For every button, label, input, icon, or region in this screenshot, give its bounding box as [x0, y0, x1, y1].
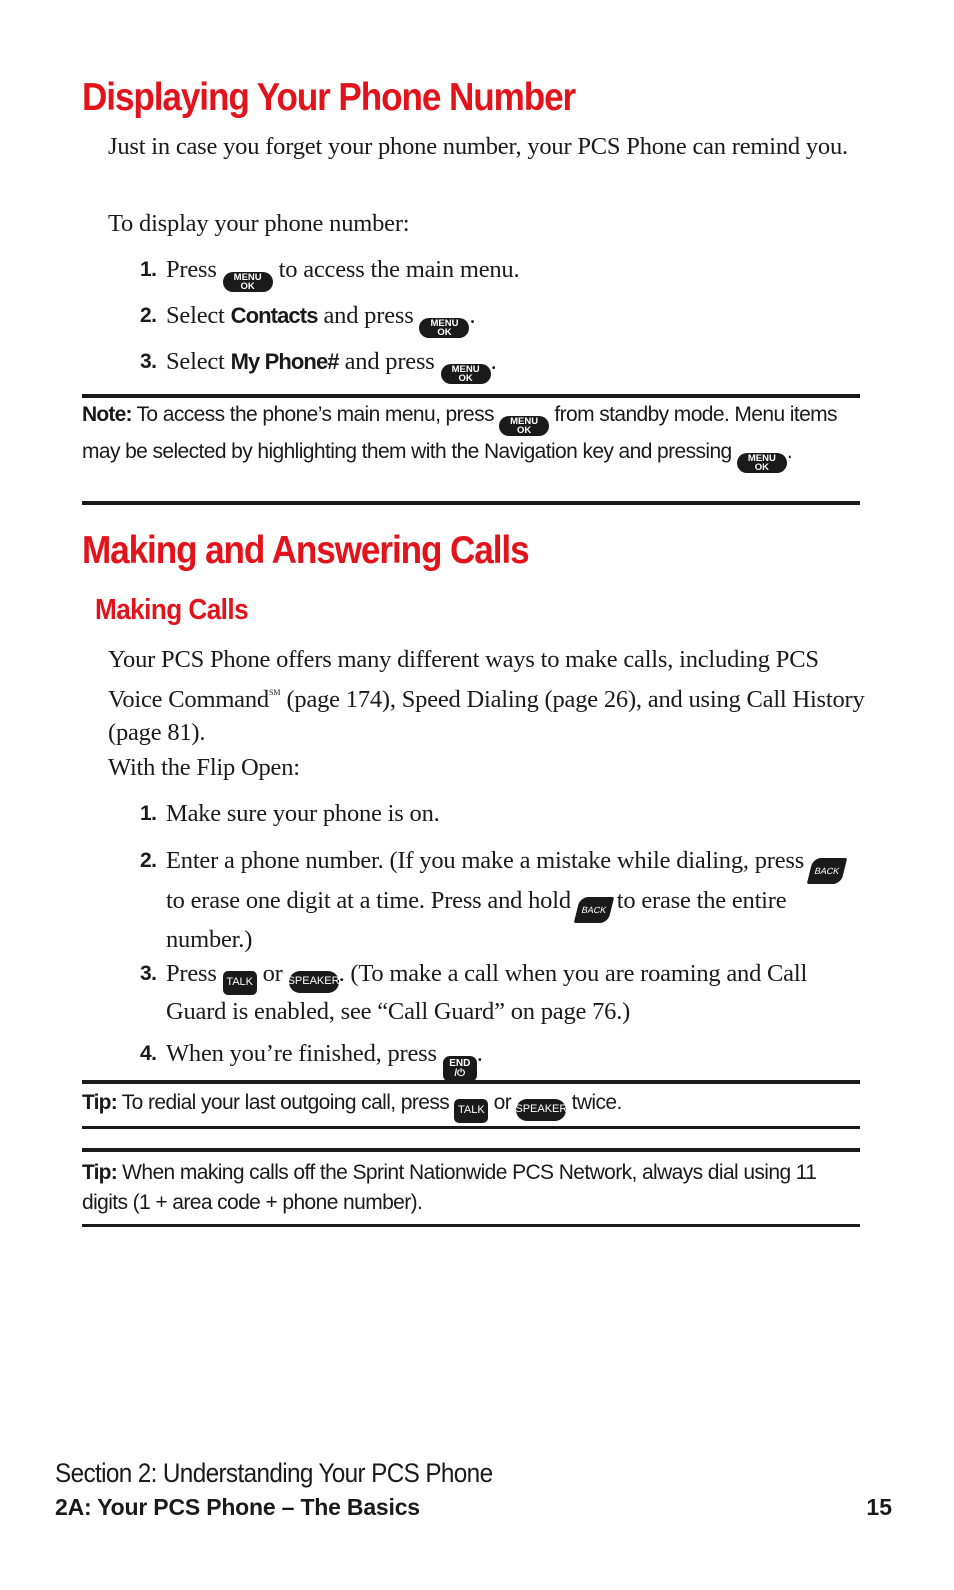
subsection-title: Making Calls — [95, 594, 249, 626]
menu-ok-key-icon: MENU OK — [223, 272, 273, 292]
tip-label: Tip: — [82, 1091, 117, 1114]
step-3: 3. Select My Phone# and press MENU OK . — [140, 345, 860, 384]
step-number: 1. — [140, 258, 157, 281]
note-top-rule — [82, 394, 860, 398]
menu-ok-key-icon: MENU OK — [441, 364, 491, 384]
step-text: Select — [166, 302, 225, 329]
step-text: and press — [344, 348, 435, 375]
menu-ok-key-icon: MENU OK — [419, 318, 469, 338]
menu-keyword-my-phone: My Phone# — [230, 349, 339, 374]
step-2: 2. Select Contacts and press MENU OK . — [140, 299, 860, 338]
step-text: Select — [166, 348, 225, 375]
talk-key-icon: TALK — [454, 1099, 488, 1123]
step-text: Press — [166, 256, 217, 283]
step-2: 2. Enter a phone number. (If you make a mistake while dialing, press BACK to erase one digit at a time. Press and hold BACK to erase the entire number.) — [140, 844, 860, 956]
back-key-icon: BACK — [807, 858, 847, 884]
page-number: 15 — [866, 1494, 892, 1520]
step-number: 1. — [140, 802, 157, 825]
step-text: and press — [323, 302, 414, 329]
step-number: 2. — [140, 304, 157, 327]
step-number: 3. — [140, 350, 157, 373]
tip-box-network: Tip: When making calls off the Sprint Nationwide PCS Network, always dial using 11 digits (1 + area code + phone number). — [82, 1161, 817, 1214]
step-text: to access the main menu. — [278, 256, 520, 283]
step-text: Make sure your phone is on. — [166, 800, 440, 827]
tip1-top-rule — [82, 1080, 860, 1084]
section-title-making-calls: Making and Answering Calls — [82, 529, 529, 572]
note-label: Note: — [82, 403, 132, 426]
menu-ok-key-icon: MENU OK — [737, 453, 787, 473]
footer-section-title: Section 2: Understanding Your PCS Phone — [55, 1458, 493, 1488]
step-4: 4. When you’re finished, press END /⏻ . — [140, 1037, 860, 1082]
step-1 — [140, 253, 860, 292]
back-key-icon: BACK — [574, 897, 614, 923]
step-number: 2. — [140, 849, 157, 872]
step-number: 3. — [140, 962, 157, 985]
footer-chapter-title: 2A: Your PCS Phone – The Basics — [55, 1494, 420, 1520]
tip-box-redial: Tip: To redial your last outgoing call, press TALK or SPEAKER twice. — [82, 1087, 860, 1123]
tip-label: Tip: — [82, 1161, 117, 1184]
menu-ok-key-icon: MENU OK — [499, 416, 549, 436]
section-title-phone-number: Displaying Your Phone Number — [82, 76, 576, 119]
intro-paragraph: Your PCS Phone offers many different ways to make calls, including PCS Voice Command℠ (page 174), Speed Dialing (page 26), and using Call History (page 81). — [108, 646, 865, 746]
step-3: 3. Press TALK or SPEAKER . (To make a call when you are roaming and Call Guard is enabled, see “Call Guard” on page 76.) — [140, 957, 860, 1028]
speaker-key-icon: SPEAKER — [289, 971, 339, 993]
step-1 — [140, 797, 860, 830]
tip2-bottom-rule — [82, 1224, 860, 1227]
tip1-bottom-rule — [82, 1126, 860, 1129]
menu-keyword-contacts: Contacts — [230, 303, 318, 328]
tip2-top-rule — [82, 1148, 860, 1152]
service-mark: SM — [268, 688, 281, 697]
lead-text: To display your phone number: — [108, 210, 410, 237]
note-box: Note: To access the phone’s main menu, press MENU OK from standby mode. Menu items may be selected by highlighting them with the Navigation key and pressing MENU OK . — [82, 403, 837, 473]
intro-paragraph: Just in case you forget your phone number, your PCS Phone can remind you. — [108, 133, 848, 160]
lead-text: With the Flip Open: — [108, 754, 300, 781]
end-power-key-icon: END /⏻ — [443, 1056, 477, 1082]
speaker-key-icon: SPEAKER — [516, 1099, 566, 1121]
step-number: 4. — [140, 1042, 157, 1065]
note-bottom-rule — [82, 501, 860, 505]
talk-key-icon: TALK — [223, 971, 257, 995]
